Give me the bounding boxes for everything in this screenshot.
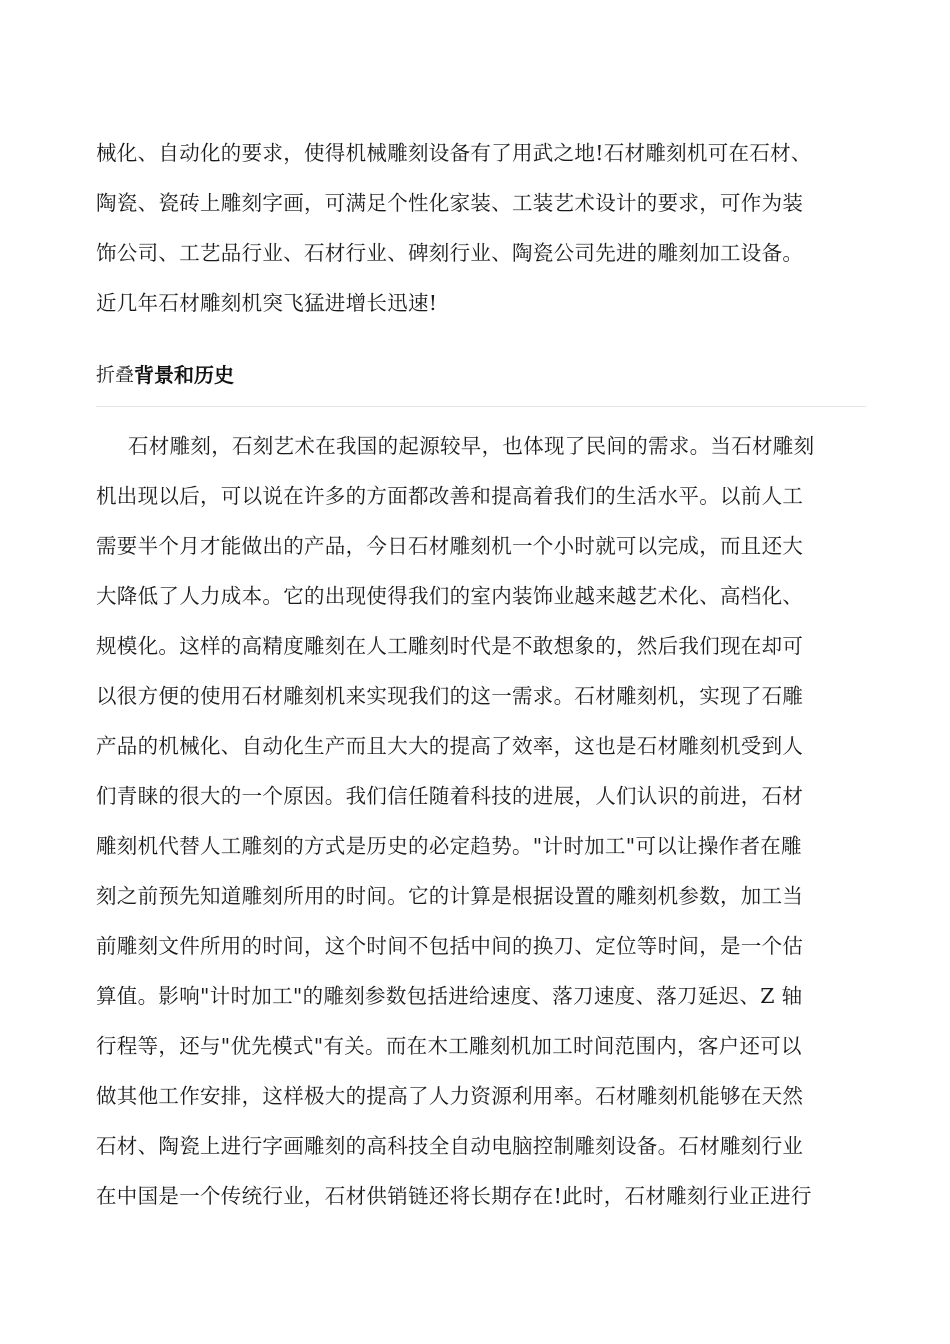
text-line: 规模化。这样的高精度雕刻在人工雕刻时代是不敢想象的，然后我们现在却可	[96, 634, 804, 658]
text-line: 产品的机械化、自动化生产而且大大的提高了效率，这也是石材雕刻机受到人	[96, 734, 804, 758]
section-title: 背景和历史	[134, 362, 235, 387]
intro-paragraph	[96, 128, 866, 328]
text-line: 械化、自动化的要求，使得机械雕刻设备有了用武之地!石材雕刻机可在石材、	[96, 141, 812, 165]
text-line: 雕刻机代替人工雕刻的方式是历史的必定趋势。"计时加工"可以让操作者在雕	[96, 834, 802, 858]
text-line: 以很方便的使用石材雕刻机来实现我们的这一需求。石材雕刻机，实现了石雕	[96, 684, 804, 708]
text-line: 前雕刻文件所用的时间，这个时间不包括中间的换刀、定位等时间，是一个估	[96, 934, 804, 958]
text-line: 在中国是一个传统行业，石材供销链还将长期存在!此时，石材雕刻行业正进行	[96, 1184, 812, 1208]
document-page	[96, 128, 866, 1221]
text-line: 们青睐的很大的一个原因。我们信任随着科技的进展，人们认识的前进，石材	[96, 784, 804, 808]
text-line: 算值。影响"计时加工"的雕刻参数包括进给速度、落刀速度、落刀延迟、Z 轴	[96, 984, 803, 1008]
text-line: 饰公司、工艺品行业、石材行业、碑刻行业、陶瓷公司先进的雕刻加工设备。	[96, 241, 804, 265]
text-line: 大降低了人力成本。它的出现使得我们的室内装饰业越来越艺术化、高档化、	[96, 584, 804, 608]
text-line: 需要半个月才能做出的产品，今日石材雕刻机一个小时就可以完成，而且还大	[96, 534, 804, 558]
text-line: 行程等，还与"优先模式"有关。而在木工雕刻机加工时间范围内，客户还可以	[96, 1034, 802, 1058]
text-line: 陶瓷、瓷砖上雕刻字画，可满足个性化家装、工装艺术设计的要求，可作为装	[96, 191, 804, 215]
text-line: 机出现以后，可以说在许多的方面都改善和提高着我们的生活水平。以前人工	[96, 484, 804, 508]
text-line: 做其他工作安排，这样极大的提高了人力资源利用率。石材雕刻机能够在天然	[96, 1084, 804, 1108]
text-line-first	[96, 421, 866, 471]
text-line-content: 石材雕刻，石刻艺术在我国的起源较早，也体现了民间的需求。当石材雕刻	[128, 434, 815, 458]
section-heading	[96, 350, 866, 407]
body-paragraph	[96, 421, 866, 1221]
fold-toggle[interactable]: 折叠	[96, 363, 135, 386]
text-line: 近几年石材雕刻机突飞猛进增长迅速!	[96, 291, 438, 315]
text-line: 石材、陶瓷上进行字画雕刻的高科技全自动电脑控制雕刻设备。石材雕刻行业	[96, 1134, 804, 1158]
text-line: 刻之前预先知道雕刻所用的时间。它的计算是根据设置的雕刻机参数，加工当	[96, 884, 804, 908]
